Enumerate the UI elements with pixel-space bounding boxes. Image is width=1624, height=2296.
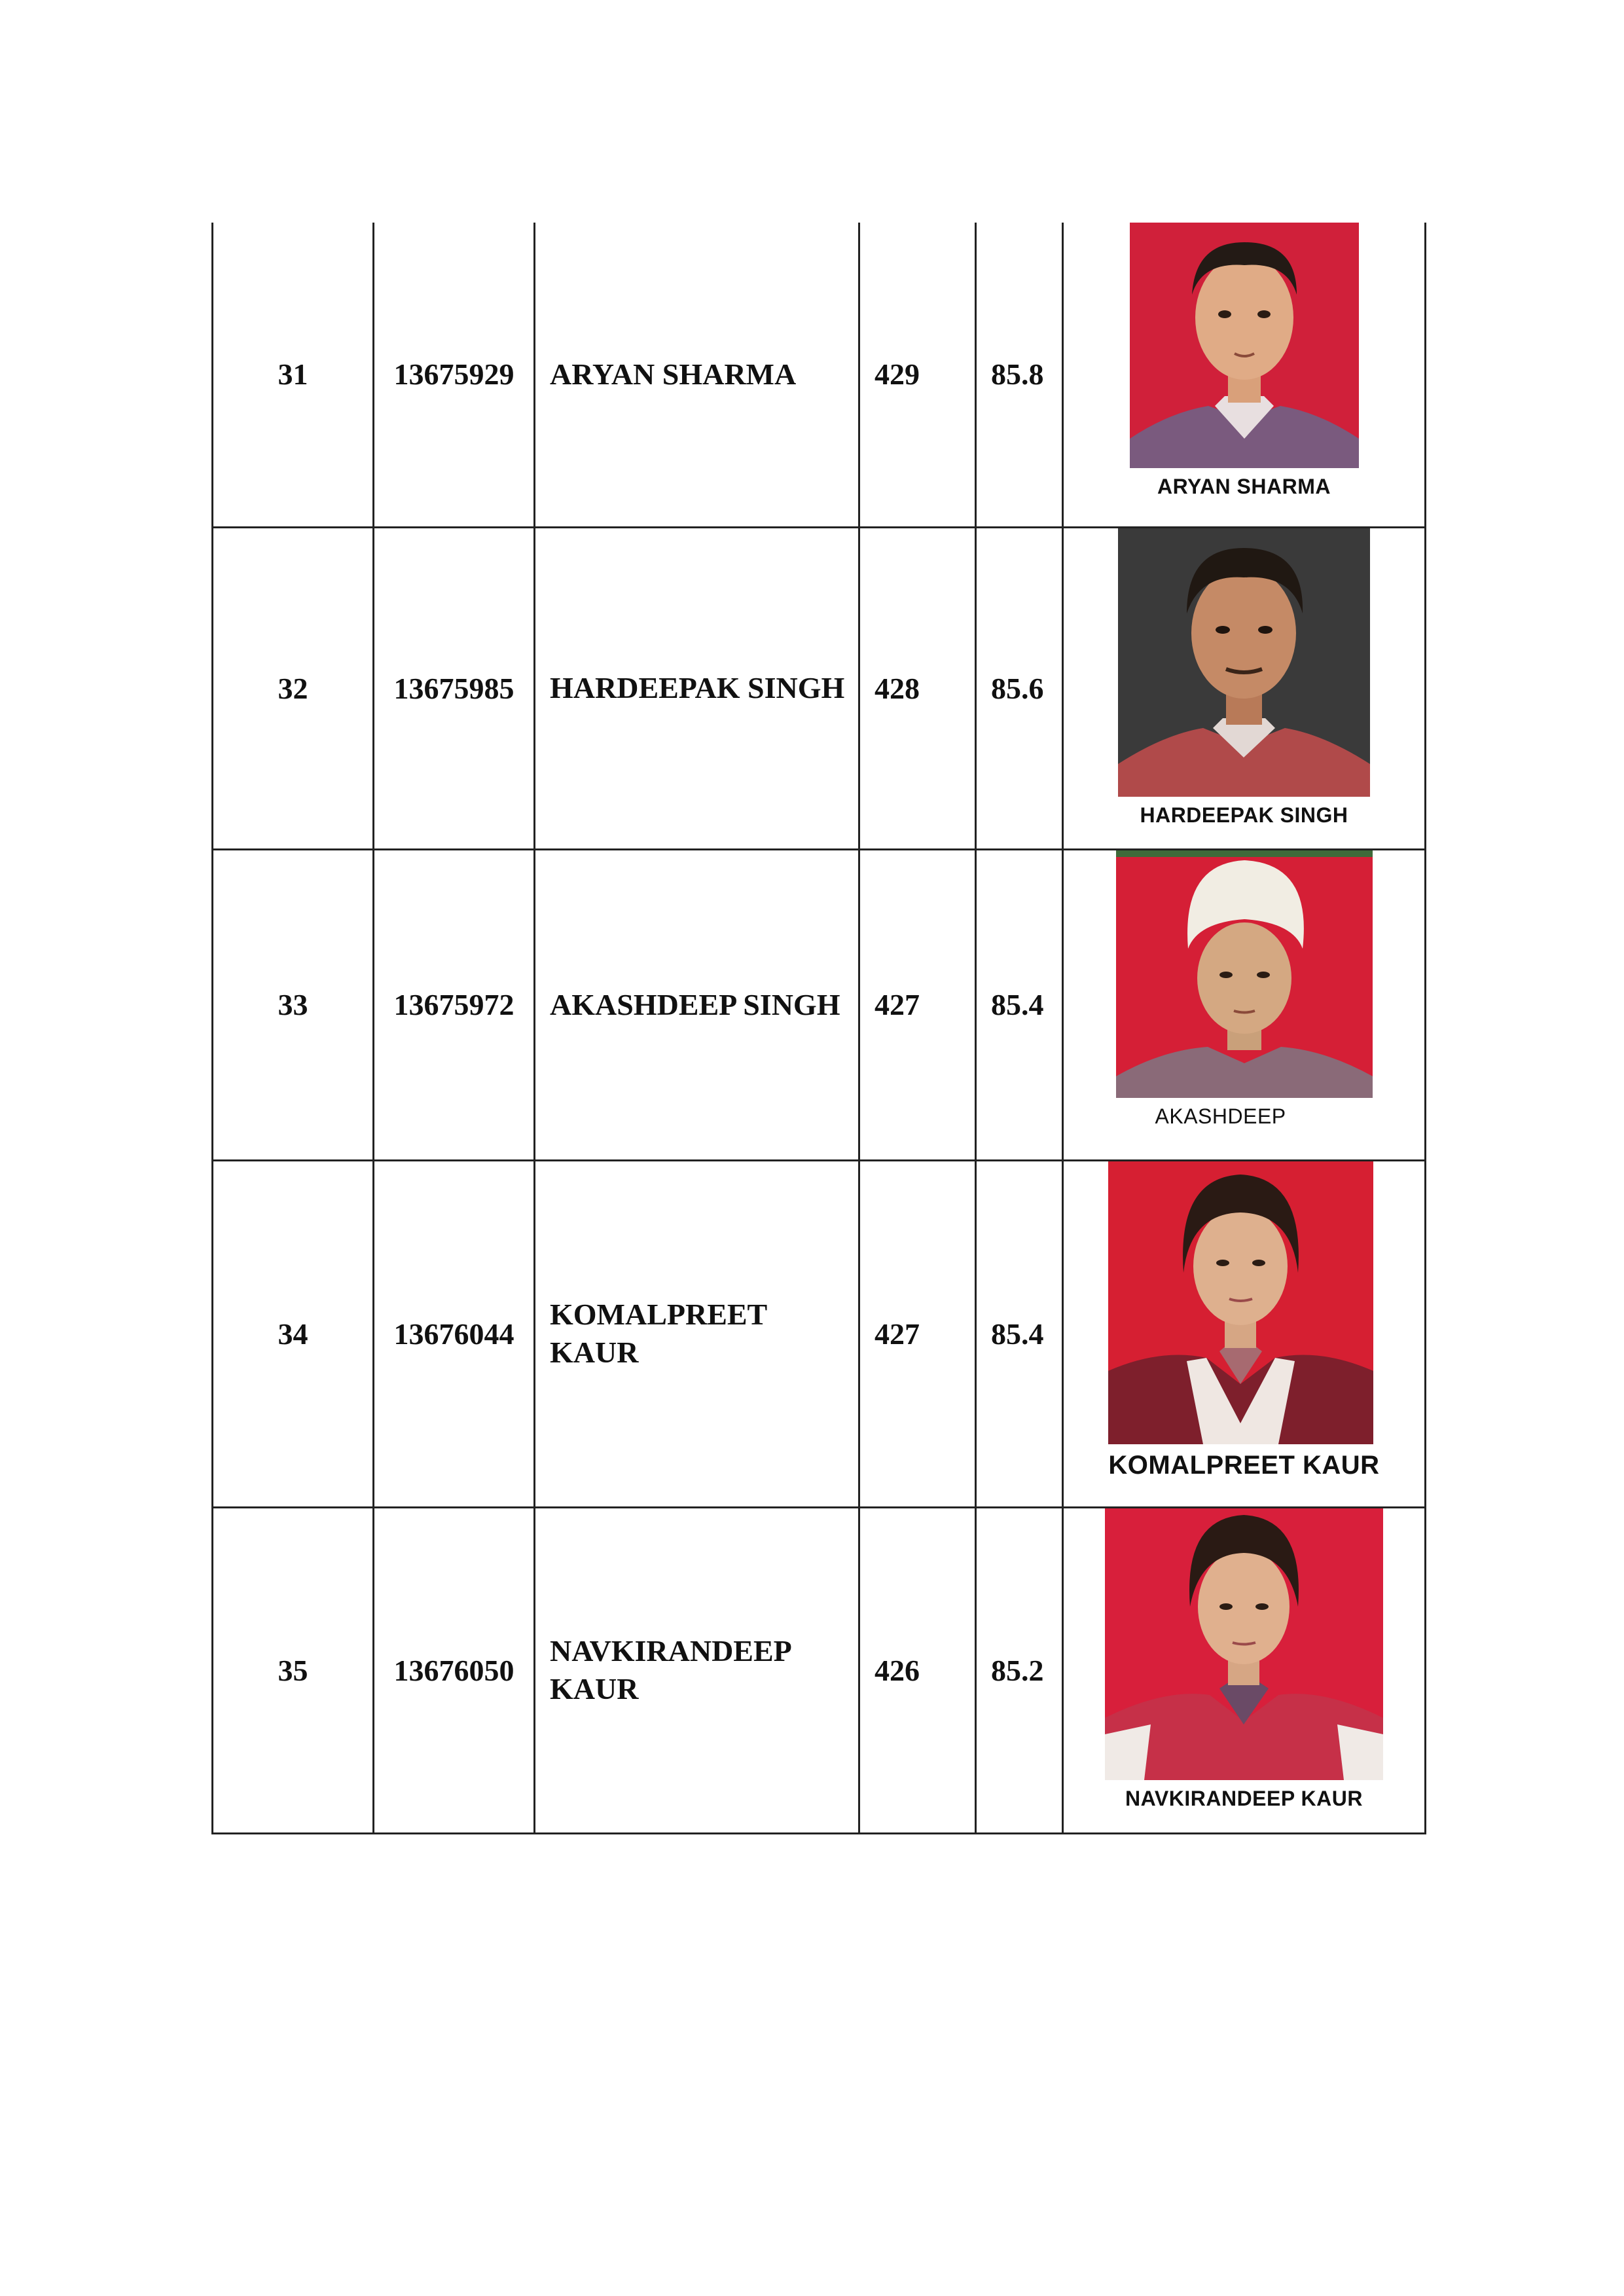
portrait-icon bbox=[1105, 1508, 1383, 1780]
table-row bbox=[213, 223, 1426, 527]
serial-number: 32 bbox=[213, 527, 374, 849]
student-name: KOMALPREET KAUR bbox=[535, 1160, 859, 1507]
percentage: 85.6 bbox=[976, 527, 1063, 849]
roll-number: 13675985 bbox=[374, 527, 535, 849]
table-row bbox=[213, 849, 1426, 1160]
photo-cell bbox=[1063, 223, 1426, 527]
photo-cell bbox=[1063, 849, 1426, 1160]
roll-number: 13675972 bbox=[374, 849, 535, 1160]
serial-number: 33 bbox=[213, 849, 374, 1160]
roll-number: 13675929 bbox=[374, 223, 535, 527]
percentage: 85.4 bbox=[976, 1160, 1063, 1507]
student-photo bbox=[1116, 850, 1373, 1129]
marks-obtained: 427 bbox=[859, 849, 976, 1160]
marks-obtained: 428 bbox=[859, 527, 976, 849]
photo-caption: ARYAN SHARMA bbox=[1157, 475, 1331, 498]
percentage: 85.8 bbox=[976, 223, 1063, 527]
portrait-icon bbox=[1116, 850, 1373, 1098]
portrait-icon bbox=[1108, 1161, 1373, 1444]
photo-cell bbox=[1063, 1507, 1426, 1833]
photo-cell bbox=[1063, 1160, 1426, 1507]
marks-obtained: 429 bbox=[859, 223, 976, 527]
student-photo bbox=[1105, 1508, 1383, 1811]
photo-cell bbox=[1063, 527, 1426, 849]
percentage: 85.4 bbox=[976, 849, 1063, 1160]
student-photo bbox=[1130, 223, 1359, 499]
photo-caption: NAVKIRANDEEP KAUR bbox=[1125, 1786, 1363, 1810]
table-row bbox=[213, 527, 1426, 849]
portrait-icon bbox=[1118, 528, 1370, 797]
student-photo bbox=[1108, 1161, 1379, 1480]
marks-obtained: 426 bbox=[859, 1507, 976, 1833]
portrait-icon bbox=[1130, 223, 1359, 468]
photo-caption: KOMALPREET KAUR bbox=[1108, 1450, 1380, 1480]
table-row bbox=[213, 1507, 1426, 1833]
marks-obtained: 427 bbox=[859, 1160, 976, 1507]
serial-number: 31 bbox=[213, 223, 374, 527]
student-name: NAVKIRANDEEP KAUR bbox=[535, 1507, 859, 1833]
photo-caption: AKASHDEEP bbox=[1155, 1104, 1286, 1128]
student-name: HARDEEPAK SINGH bbox=[535, 527, 859, 849]
student-photo bbox=[1118, 528, 1370, 828]
merit-list-table bbox=[211, 223, 1426, 1834]
student-name: AKASHDEEP SINGH bbox=[535, 849, 859, 1160]
roll-number: 13676044 bbox=[374, 1160, 535, 1507]
percentage: 85.2 bbox=[976, 1507, 1063, 1833]
serial-number: 35 bbox=[213, 1507, 374, 1833]
photo-caption: HARDEEPAK SINGH bbox=[1140, 803, 1348, 827]
roll-number: 13676050 bbox=[374, 1507, 535, 1833]
results-table-container bbox=[211, 223, 1424, 1834]
serial-number: 34 bbox=[213, 1160, 374, 1507]
student-name: ARYAN SHARMA bbox=[535, 223, 859, 527]
table-row bbox=[213, 1160, 1426, 1507]
